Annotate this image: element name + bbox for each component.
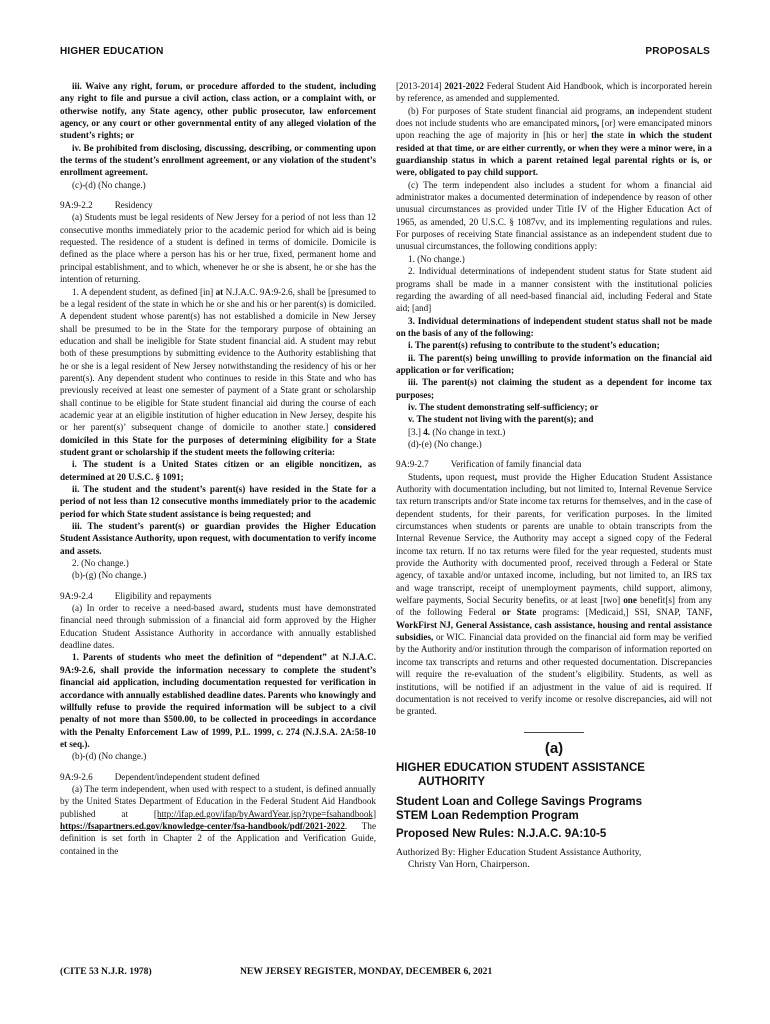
paragraph-eligibility-a: [60, 602, 376, 651]
text-run: programs: [Medicaid,] SSI, SNAP, TANF: [536, 607, 710, 618]
paragraph-renumbered: [396, 426, 712, 438]
running-header-left: HIGHER EDUCATION: [60, 46, 164, 57]
agency-line: HIGHER EDUCATION STUDENT ASSISTANCE: [396, 761, 645, 774]
right-column: [396, 80, 712, 872]
paragraph-independent-c: (c) The term independent also includes a student for whom a financial aid administrator makes a documented determination of independence by reason of other unusual circumstances as provided under Title IV of the Higher Education Act of 1965, as amended, 20 U.S.C. § 1087vv, and its implementing regulations and rules. For purposes of receiving State financial assistance as an independent student due to unusual circumstances, the following conditions apply:: [396, 179, 712, 252]
inserted-text: , WorkFirst NJ, General Assistance, cash assistance, housing and rental assistance subsidies,: [396, 607, 712, 643]
left-column: [60, 80, 376, 857]
inserted-text: considered domiciled in this State for the purposes of determining eligibility for a State student grant or scholarship if the student meets the following criteria:: [60, 422, 376, 457]
section-heading-eligibility: [60, 590, 376, 602]
text-run: (a) The term independent, when used with respect to a student, is defined annually by the United States Department of Education in the Federal Student Aid Handbook published at: [60, 783, 376, 819]
section-title: Dependent/independent student defined: [114, 771, 260, 782]
paragraph-handbook: [396, 80, 712, 105]
text-run: state: [603, 130, 628, 141]
inserted-text: ,: [494, 471, 498, 482]
inserted-text: ,: [663, 693, 667, 704]
text-run: or WIC. Financial data provided on the financial aid form may be verified by the Authority and/or institution through the comparison of information reported on income tax transcripts and returns and other requested documentation. Discrepancies will require the re-evaluation of the student’s eligibility. Students, as well as institutions, will be notified if an adjustment in the value of aid is required. If documentation is not received to verify income or resolve discrepancies: [396, 632, 712, 704]
inserted-text: n: [629, 105, 635, 116]
paragraph-refusing: i. The parent(s) refusing to contribute to the student’s education;: [408, 340, 660, 351]
paragraph-resided: ii. The student and the student’s parent(s) have resided in the State for a period of not less than 12 consecutive months immediately prior to the academic period for which State student assistance is being requested; and: [60, 484, 376, 519]
inserted-text: at: [215, 286, 224, 297]
paragraph-independent-b: [396, 105, 712, 179]
paragraph-unwilling: ii. The parent(s) being unwilling to provide information on the financial aid application or for verification;: [396, 352, 712, 375]
text-run: 1. A dependent student, as defined [in]: [72, 286, 216, 297]
footer-citation: (CITE 53 N.J.R. 1978): [60, 966, 152, 977]
text-run: upon request: [441, 471, 495, 482]
agency-line: AUTHORITY: [418, 775, 486, 788]
paragraph-residency-a: (a) Students must be legal residents of New Jersey for a period of not less than 12 consecutive months immediately prior to the academic period for which aid is being requested. The residence of a student is defined in terms of domicile. Domicile is defined as the place where a person has his or her true, fixed, permanent home and principal establishment, and to which, whenever he or she is absent, he or she has the intention of returning.: [60, 212, 376, 285]
section-heading-residency: [60, 199, 376, 211]
section-heading-dependent: [60, 771, 376, 783]
handbook-link[interactable]: https://fsapartners.ed.gov/knowledge-center/fsa-handbook/pdf/2021-2022: [60, 820, 345, 831]
paragraph-1-no-change: 1. (No change.): [408, 253, 465, 264]
paragraph-d-e-no-change: (d)-(e) (No change.): [408, 438, 482, 449]
section-number: 9A:9-2.6: [60, 771, 93, 782]
running-header-right: PROPOSALS: [645, 46, 710, 57]
inserted-text: one: [623, 595, 637, 606]
paragraph-iv-prohibited: iv. Be prohibited from disclosing, discussing, describing, or commenting upon the terms of the student’s enrollment agreement, or any violation of the student’s enrollment agreement.: [60, 142, 376, 178]
notice-letter: (a): [544, 739, 564, 757]
program-line: STEM Loan Redemption Program: [396, 809, 579, 822]
inserted-text: in which the student resided at that time, or are either currently, or when they were a minor were, in a guardianship status in which a parent retained legal parental rights or is, or were, obligated to pay child support: [396, 130, 712, 178]
paragraph-not-living: v. The student not living with the parent(s); and: [408, 414, 594, 425]
deleted-link[interactable]: [http://ifap.ed.gov/ifap/byAwardYear.jsp?type=fsahandbook]: [153, 808, 376, 819]
paragraph-b-d-no-change: (b)-(d) (No change.): [72, 751, 147, 762]
authorized-by: [396, 847, 712, 872]
paragraph-citizen: i. The student is a United States citizen or an eligible noncitizen, as determined at 20 U.S.C. § 1091;: [60, 459, 376, 482]
section-title: Eligibility and repayments: [114, 590, 212, 601]
paragraph-verification: [396, 471, 712, 718]
paragraph-documentation: iii. The student’s parent(s) or guardian provides the Higher Education Student Assistance Authority, upon request, with documentation to verify income and assets.: [60, 521, 376, 556]
paragraph-not-claiming: iii. The parent(s) not claiming the student as a dependent for income tax purposes;: [396, 377, 712, 400]
text-run: . The definition is set forth in Chapter 2 of the Application and Verification Guide, contained in the: [60, 820, 376, 856]
inserted-text: or State: [502, 607, 537, 618]
text-run: [2013-2014]: [396, 81, 445, 91]
text-run: must provide the Higher Education Student Assistance Authority with documentation including, but not limited to, Internal Revenue Service tax return transcripts and/or State income tax returns for themselves, and in the case of dependent students, for their parents, for verification purposes. In the limited circumstances when students or parents are unable to obtain transcripts from the Internal Revenue Service, the Authority may accept a signed copy of the Federal income tax return. If no tax returns were filed for the year requested, students must provide the Authority with documented proof, received through a Federal or State agency, of taxable and/or untaxed income, including, but not limited to, an IRS tax and wage transcript, receipt of unemployment payments, child support, alimony, welfare payments, Social Security benefits, or at least [two]: [396, 471, 712, 606]
section-title: Residency: [114, 200, 153, 211]
inserted-text: the: [591, 130, 604, 141]
inserted-text: ,: [596, 118, 600, 129]
text-run: (No change in text.): [430, 426, 506, 437]
paragraph-not-made-basis: 3. Individual determinations of independent student status shall not be made on the basis of any of the following:: [396, 315, 712, 338]
text-run: Federal Student Aid Handbook, which is incorporated herein by reference, as amended and supplemented.: [396, 81, 712, 104]
text-run: (a) In order to receive a need-based award: [72, 603, 242, 614]
authorized-line: Authorized By: Higher Education Student Assistance Authority,: [396, 846, 642, 858]
paragraph-independent-a: [60, 783, 376, 857]
paragraph-b-g-no-change: (b)-(g) (No change.): [72, 570, 147, 581]
text-run: [3.]: [408, 426, 424, 437]
inserted-text: 4.: [423, 426, 431, 437]
inserted-text: .: [535, 167, 539, 178]
paragraph-individual-determinations: 2. Individual determinations of independent student status for State student aid programs shall be made in a manner consistent with the institutional policies regarding the awarding of all need-based financial aid, including Federal and State aid; [and]: [396, 266, 712, 314]
text-run: (b) For purposes of State student financial aid programs, a: [408, 105, 630, 116]
proposed-rules-heading: Proposed New Rules: N.J.A.C. 9A:10-5: [396, 827, 607, 840]
text-run: benefit[s] from any of the following Federal: [396, 595, 712, 618]
authorized-line: Christy Van Horn, Chairperson.: [408, 859, 530, 871]
text-run: N.J.A.C. 9A:9-2.6, shall be [presumed to be a legal resident of the state in which he or she and his or her parent(s) is domiciled. A dependent student whose parent(s) has not established a domicile in New Jersey shall be presumed to be in the State for the temporary purpose of obtaining an education and shall be ineligible for State student financial aid. A student may rebut both of these presumptions by submitting evidence to the Authority establishing that he or she is a legal resident of New Jersey notwithstanding the residency of his or her parent(s). Any dependent student who continues to reside in this State and who has previously received at least one semester of payment of a State grant or scholarship shall continue to be eligible for State student financial aid during the course of each academic year at an eligible institution of higher education in New Jersey, despite his or her parent(s)’ subsequent change of domicile to another state.]: [60, 286, 376, 433]
section-title: Verification of family financial data: [450, 459, 582, 470]
paragraph-dependent-student: [60, 286, 376, 459]
inserted-text: ,: [439, 471, 442, 482]
divider: [524, 732, 584, 733]
footer-register: NEW JERSEY REGISTER, MONDAY, DECEMBER 6, 2021: [240, 966, 493, 977]
text-run: aid will not be granted.: [396, 693, 712, 717]
paragraph-self-sufficiency: iv. The student demonstrating self-sufficiency; or: [408, 401, 599, 412]
section-heading-verification: [396, 458, 712, 470]
paragraph-c-d-no-change: (c)-(d) (No change.): [72, 179, 146, 190]
inserted-text: 2021-2022: [444, 81, 484, 91]
paragraph-parents: 1. Parents of students who meet the definition of “dependent” at N.J.A.C. 9A:9-2.6, shall provide the information necessary to complete the student’s financial aid application, including documentation requested for verification in accordance with annually established deadline dates. Parents who knowingly and willfully refuse to provide the required information will be subject to a civil penalty of not more than $500.00, to be collected in proceedings in accordance with the Penalty Enforcement Law of 1999, P.L. 1999, c. 274 (N.J.S.A. 2A:58-10 et seq.).: [60, 652, 376, 749]
paragraph-2-no-change: 2. (No change.): [72, 558, 129, 569]
text-run: Students: [408, 471, 440, 482]
text-run: [or] were emancipated minors upon reaching the age of majority in [his or her]: [396, 118, 712, 141]
section-number: 9A:9-2.4: [60, 590, 93, 601]
program-heading: [396, 795, 712, 823]
text-run: independent student does not include students who are emancipated minors: [396, 105, 712, 129]
program-line: Student Loan and College Savings Programs: [396, 795, 643, 808]
section-number: 9A:9-2.7: [396, 459, 429, 470]
inserted-text: ,: [241, 603, 244, 614]
agency-heading: [396, 761, 712, 789]
section-number: 9A:9-2.2: [60, 200, 93, 211]
text-run: students must have demonstrated financial need through submission of a financial aid form approved by the Higher Education Student Assistance Authority in accordance with annually established deadline dates.: [60, 603, 376, 651]
paragraph-iii-waive: iii. Waive any right, forum, or procedure afforded to the student, including any right to file and pursue a civil action, class action, or a complaint with, or otherwise notify, any State agency, other public prosecutor, law enforcement agency, or any court or other governmental entity of any alleged violation of the student’s rights; or: [60, 81, 376, 141]
